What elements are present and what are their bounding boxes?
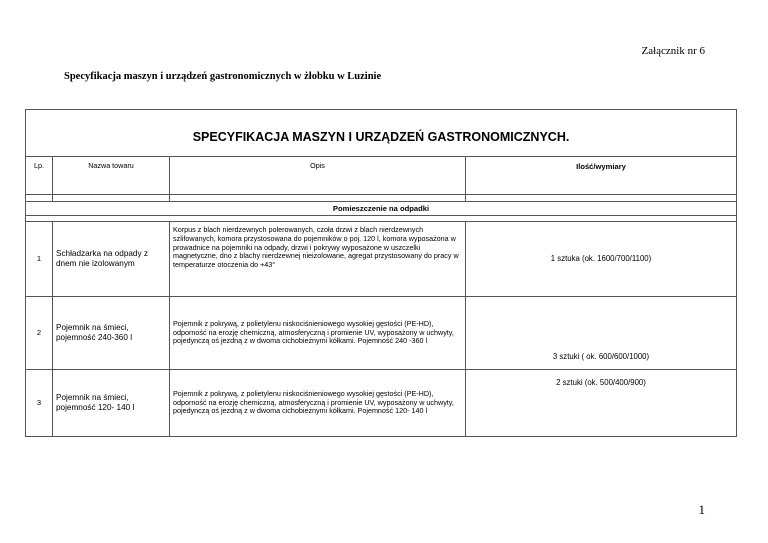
row-description: Pojemnik z pokrywą, z polietylenu niskociśnieniowego wysokiej gęstości (PE-HD), odporność na erozję chemiczną, atmosferyczną i promienie UV, wyposażony w uchwyty, pojedynczą oś jezdną z w dwoma cichobieżnymi kółkami. Pojemność 120- 140 l <box>170 370 466 437</box>
spacer-cell <box>170 195 466 202</box>
table-title: SPECYFIKACJA MASZYN I URZĄDZEŃ GASTRONOMICZNYCH. <box>26 110 737 157</box>
table-row <box>26 297 737 370</box>
column-header-lp: Lp. <box>26 157 53 195</box>
column-header-quantity: Ilość/wymiary <box>466 157 737 195</box>
table-row <box>26 370 737 437</box>
table-header-row <box>26 157 737 195</box>
row-lp: 3 <box>26 370 53 437</box>
row-quantity: 1 sztuka (ok. 1600/700/1100) <box>466 222 737 297</box>
spacer-cell <box>53 195 170 202</box>
row-product-name: Pojemnik na śmieci, pojemność 240-360 l <box>53 297 170 370</box>
table-row <box>26 222 737 297</box>
row-quantity: 2 sztuki (ok. 500/400/900) <box>466 370 737 437</box>
row-product-name: Pojemnik na śmieci, pojemność 120- 140 l <box>53 370 170 437</box>
page-number: 1 <box>698 502 705 517</box>
room-row <box>26 202 737 216</box>
spacer-cell <box>26 195 53 202</box>
column-header-name: Nazwa towaru <box>53 157 170 195</box>
row-lp: 1 <box>26 222 53 297</box>
row-product-name: Schładzarka na odpady z dnem nie izolowanym <box>53 222 170 297</box>
specification-table <box>25 109 737 437</box>
annex-label: Załącznik nr 6 <box>641 45 705 57</box>
row-description: Korpus z blach nierdzewnych polerowanych, czoła drzwi z blach nierdzewnych szlifowanych, komora przystosowana do pojemników o poj. 120 l, komora wyposażona w prowadnice na pojemniki na odpady, drzwi i pokrywy wyposażone w uszczelki magnetyczne, dno z blachy nierdzewnej nieizolowane, agregat przystosowany do pracy w temperaturze otoczenia do +43° <box>170 222 466 297</box>
room-heading: Pomieszczenie na odpadki <box>26 202 737 216</box>
row-quantity: 3 sztuki ( ok. 600/600/1000) <box>466 297 737 370</box>
column-header-description: Opis <box>170 157 466 195</box>
spacer-cell <box>466 195 737 202</box>
row-lp: 2 <box>26 297 53 370</box>
spacer-row <box>26 195 737 202</box>
document-subtitle: Specyfikacja maszyn i urządzeń gastronomicznych w żłobku w Luzinie <box>64 71 382 82</box>
row-description: Pojemnik z pokrywą, z polietylenu niskociśnieniowego wysokiej gęstości (PE-HD), odporność na erozję chemiczną, atmosferyczną i promienie UV, wyposażony w uchwyty, pojedynczą oś jezdną z w dwoma cichobieżnymi kółkami. Pojemność 240 -360 l <box>170 297 466 370</box>
table-title-row <box>26 110 737 157</box>
